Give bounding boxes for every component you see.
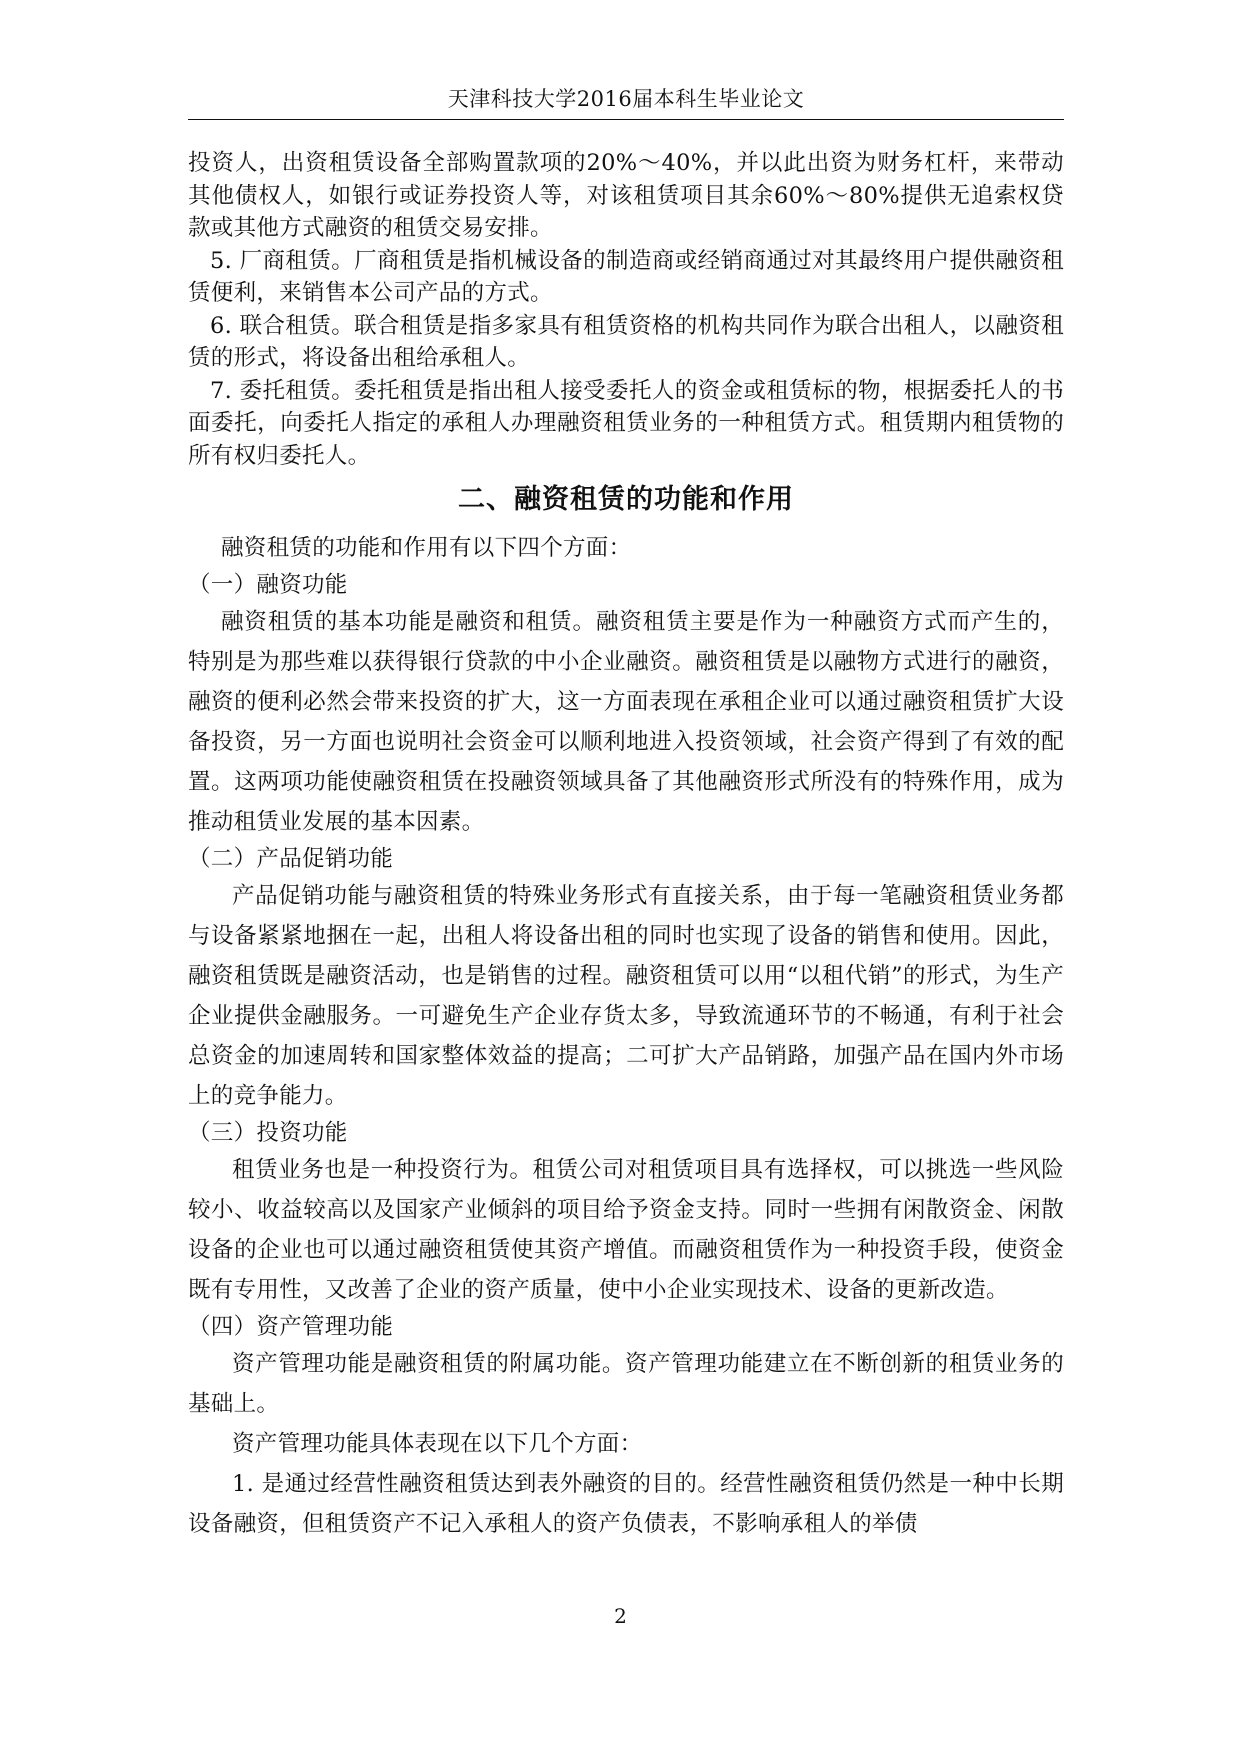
- subsection-title-asset-management: （四）资产管理功能: [188, 1314, 394, 1340]
- running-header: 天津科技大学2016届本科生毕业论文: [447, 87, 805, 111]
- subsection-title-promotion: （二）产品促销功能: [188, 846, 394, 872]
- paragraph-entrusted-lease: 7. 委托租赁。委托租赁是指出租人接受委托人的资金或租赁标的物，根据委托人的书面委托，向委托人指定的承租人办理融资租赁业务的一种租赁方式。租赁期内租赁物的所有权归委托人。: [188, 377, 1064, 469]
- paragraph-financing-function: 融资租赁的基本功能是融资和租赁。融资租赁主要是作为一种融资方式而产生的，特别是为那些难以获得银行贷款的中小企业融资。融资租赁是以融物方式进行的融资，融资的便利必然会带来投资的扩大，这一方面表现在承租企业可以通过融资租赁扩大设备投资，另一方面也说明社会资金可以顺利地进入投资领域，社会资产得到了有效的配置。这两项功能使融资租赁在投融资领域具备了其他融资形式所没有的特殊作用，成为推动租赁业发展的基本因素。: [188, 609, 1064, 835]
- section-intro: 融资租赁的功能和作用有以下四个方面：: [221, 535, 632, 561]
- page-body: [188, 147, 1064, 1544]
- subsection-title-financing: （一）融资功能: [188, 572, 348, 598]
- paragraph-manufacturer-lease: 5. 厂商租赁。厂商租赁是指机械设备的制造商或经销商通过对其最终用户提供融资租赁便利，来销售本公司产品的方式。: [188, 247, 1064, 306]
- paragraph-investment-function: 租赁业务也是一种投资行为。租赁公司对租赁项目具有选择权，可以挑选一些风险较小、收益较高以及国家产业倾斜的项目给予资金支持。同时一些拥有闲散资金、闲散设备的企业也可以通过融资租赁使其资产增值。而融资租赁作为一种投资手段，使资金既有专用性，又改善了企业的资产质量，使中小企业实现技术、设备的更新改造。: [188, 1157, 1064, 1303]
- header-rule: [188, 119, 1064, 120]
- paragraph-promotion-function: 产品促销功能与融资租赁的特殊业务形式有直接关系，由于每一笔融资租赁业务都与设备紧紧地捆在一起，出租人将设备出租的同时也实现了设备的销售和使用。因此，融资租赁既是融资活动，也是销售的过程。融资租赁可以用“以租代销”的形式，为生产企业提供金融服务。一可避免生产企业存货太多，导致流通环节的不畅通，有利于社会总资金的加速周转和国家整体效益的提高；二可扩大产品销路，加强产品在国内外市场上的竞争能力。: [188, 883, 1064, 1109]
- subsection-title-investment: （三）投资功能: [188, 1120, 348, 1146]
- paragraph-asset-management-3: 1. 是通过经营性融资租赁达到表外融资的目的。经营性融资租赁仍然是一种中长期设备融资，但租赁资产不记入承租人的资产负债表，不影响承租人的举债: [188, 1471, 1064, 1537]
- page-number: 2: [614, 1604, 627, 1628]
- paragraph-joint-lease: 6. 联合租赁。联合租赁是指多家具有租赁资格的机构共同作为联合出租人，以融资租赁的形式，将设备出租给承租人。: [188, 312, 1064, 371]
- section-heading: 二、融资租赁的功能和作用: [458, 484, 794, 515]
- paragraph-asset-management-1: 资产管理功能是融资租赁的附属功能。资产管理功能建立在不断创新的租赁业务的基础上。: [188, 1351, 1064, 1417]
- paragraph-asset-management-2: 资产管理功能具体表现在以下几个方面：: [232, 1431, 643, 1457]
- paragraph-continuation: 投资人，出资租赁设备全部购置款项的20%～40%，并以此出资为财务杠杆，来带动其他债权人，如银行或证券投资人等，对该租赁项目其余60%～80%提供无追索权贷款或其他方式融资的租赁交易安排。: [188, 150, 1064, 241]
